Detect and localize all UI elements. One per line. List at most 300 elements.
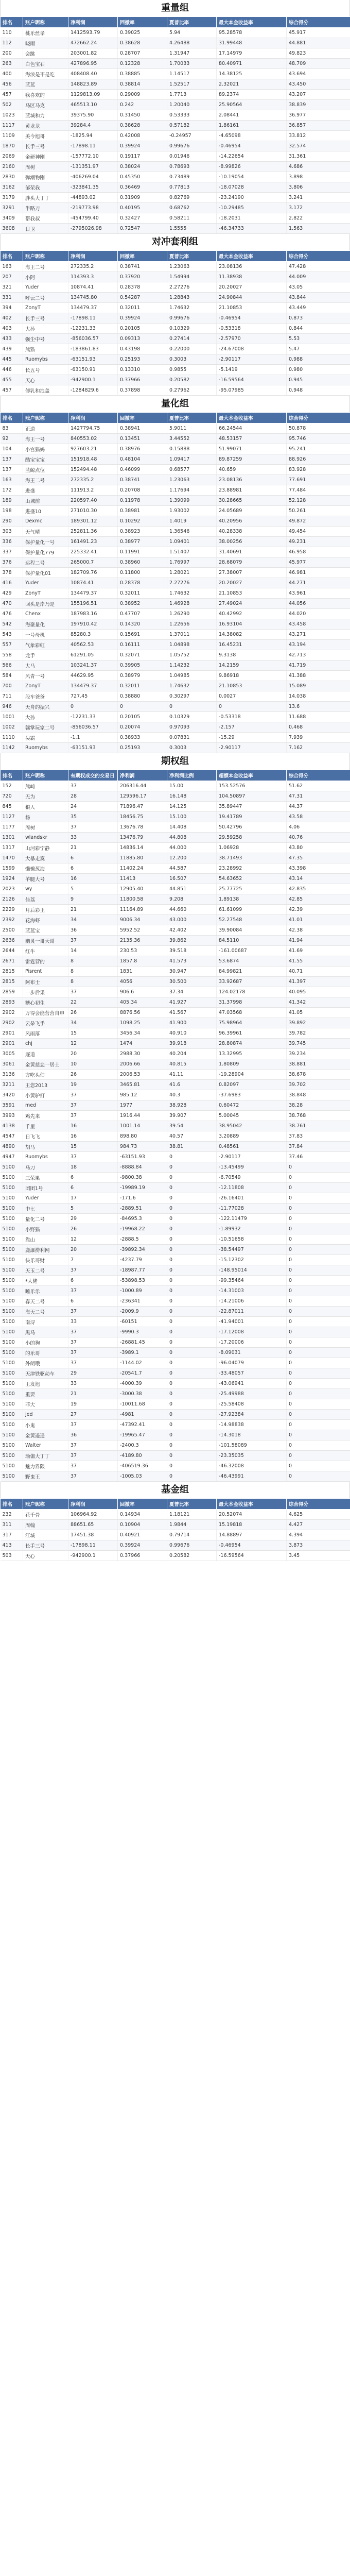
table-cell: 50.42796	[217, 822, 287, 833]
table-cell: 77.484	[287, 485, 350, 496]
table-cell: 王发旭	[23, 1379, 68, 1389]
table-cell: 4.394	[287, 1530, 350, 1540]
ranking-section	[0, 0, 350, 234]
table-cell: 5100	[1, 1399, 23, 1410]
table-cell: 0.07831	[167, 733, 217, 743]
table-row	[1, 1551, 350, 1561]
table-cell: 4890	[1, 1142, 23, 1152]
table-row	[1, 1317, 350, 1327]
table-cell: -157772.10	[68, 151, 118, 162]
table-cell: -131351.97	[68, 162, 118, 172]
table-cell: 1.26290	[167, 609, 217, 619]
table-row	[1, 691, 350, 702]
table-cell: -24.67008	[217, 344, 287, 354]
table-cell: 一号母机	[23, 630, 68, 640]
table-cell: 41.567	[167, 1008, 217, 1018]
table-cell: -14.98838	[217, 1420, 287, 1430]
section-title: 期权组	[0, 753, 350, 770]
table-cell: 小黄驴打	[23, 1090, 68, 1100]
table-cell: 37.34	[167, 987, 217, 997]
table-cell: 12905.40	[118, 884, 167, 894]
section-title: 基金组	[0, 1482, 350, 1498]
table-row	[1, 733, 350, 743]
table-cell: 0.28378	[118, 578, 167, 588]
column-header: 净利润	[68, 413, 118, 423]
table-cell: 2126	[1, 894, 23, 905]
table-cell: 马区马克	[23, 100, 68, 110]
table-cell: 50.878	[287, 423, 350, 434]
table-cell: -0.46954	[217, 141, 287, 151]
table-cell: -37.6983	[217, 1090, 287, 1100]
table-cell: 14.38125	[217, 69, 287, 79]
table-cell: 0.32011	[118, 303, 167, 313]
table-cell: 10	[68, 1059, 118, 1070]
table-cell: 2644	[1, 946, 23, 956]
table-row	[1, 588, 350, 599]
table-cell: 0.99676	[167, 1540, 217, 1551]
table-cell: 408408.40	[68, 69, 118, 79]
table-cell: 方吃头伯	[23, 1070, 68, 1080]
table-cell: 0.38741	[118, 262, 167, 272]
column-header: 最大本金收益率	[217, 413, 287, 423]
table-row	[1, 1276, 350, 1286]
table-cell: 11402.24	[118, 863, 167, 874]
table-row	[1, 1420, 350, 1430]
column-header: 综合得分	[287, 770, 350, 781]
table-cell: 0	[167, 1296, 217, 1307]
table-cell: 山河彩宁静	[23, 843, 68, 853]
table-cell: -4237.79	[118, 1255, 167, 1265]
table-cell: 0.25193	[118, 354, 167, 365]
column-header: 有期权成交的交易日	[68, 770, 118, 781]
table-cell: 1109	[1, 131, 23, 141]
table-cell: 0.38977	[118, 537, 167, 547]
table-cell: 456	[1, 79, 23, 90]
table-cell: 1129813.09	[68, 90, 118, 100]
table-row	[1, 465, 350, 475]
table-cell: 3456.34	[118, 1028, 167, 1039]
table-cell: -19965.47	[118, 1430, 167, 1440]
table-cell: 周树	[23, 822, 68, 833]
table-cell: 6	[68, 1276, 118, 1286]
table-cell: 200	[1, 48, 23, 59]
table-row	[1, 324, 350, 334]
column-header: 回撤率	[118, 1499, 167, 1510]
table-cell: wy	[23, 884, 68, 894]
table-cell: 542	[1, 619, 23, 630]
column-header: 超额本金收益率	[217, 770, 287, 781]
table-cell: 32.574	[287, 141, 350, 151]
table-cell: 1001.14	[118, 1121, 167, 1131]
table-cell: Chenx	[23, 609, 68, 619]
table-cell: 5100	[1, 1296, 23, 1307]
table-row	[1, 1510, 350, 1520]
table-cell: 4.427	[287, 1520, 350, 1530]
table-cell: 5100	[1, 1183, 23, 1193]
table-cell: 41.69	[287, 946, 350, 956]
table-cell: 0	[167, 702, 217, 712]
table-cell: 靠山	[23, 1234, 68, 1245]
table-cell: ZonyT	[23, 588, 68, 599]
table-cell: 5100	[1, 1307, 23, 1317]
table-cell: 43.271	[287, 630, 350, 640]
table-cell: 海浪是不是吃	[23, 69, 68, 79]
table-cell: 0.09313	[118, 334, 167, 344]
table-cell: -1.1	[68, 733, 118, 743]
table-cell: 1.74632	[167, 303, 217, 313]
table-cell: -84695.3	[118, 1214, 167, 1224]
table-cell: 蓝蓝宝	[23, 925, 68, 936]
table-row	[1, 100, 350, 110]
table-cell: 15.089	[287, 681, 350, 691]
table-cell: 2023	[1, 884, 23, 894]
table-row	[1, 354, 350, 365]
table-cell: 44.37	[287, 802, 350, 812]
table-cell: 熊猫	[23, 344, 68, 354]
table-cell: 34	[68, 915, 118, 925]
table-row	[1, 1389, 350, 1399]
table-cell: -5.1419	[217, 365, 287, 375]
table-cell: 41.342	[287, 997, 350, 1008]
ranking-table	[0, 16, 350, 234]
table-cell: 38.761	[287, 1121, 350, 1131]
table-row	[1, 90, 350, 100]
table-cell: 风雨落	[23, 1028, 68, 1039]
table-cell: chj	[23, 1039, 68, 1049]
table-cell: 0.15888	[167, 444, 217, 454]
table-cell: 魅力界限	[23, 1461, 68, 1471]
table-row	[1, 1296, 350, 1307]
table-row	[1, 1018, 350, 1028]
table-cell: 0.39924	[118, 313, 167, 324]
table-cell: -25.49988	[217, 1389, 287, 1399]
table-cell: 182709.76	[68, 568, 118, 578]
table-cell: 17.14979	[217, 48, 287, 59]
table-cell: 5.00045	[217, 1111, 287, 1121]
table-cell: Dexmc	[23, 516, 68, 527]
table-cell: -161.00687	[217, 946, 287, 956]
table-cell: -2.90117	[217, 354, 287, 365]
table-cell: 37	[68, 822, 118, 833]
table-cell: 3465.81	[118, 1080, 167, 1090]
table-cell: 0.10329	[167, 324, 217, 334]
table-cell: 2.822	[287, 213, 350, 224]
table-cell: 胖头大丁丁	[23, 193, 68, 203]
table-cell: 2901	[1, 1028, 23, 1039]
table-row	[1, 537, 350, 547]
table-cell: -46.34733	[217, 224, 287, 234]
table-row	[1, 884, 350, 894]
table-cell: 16	[68, 1121, 118, 1131]
table-cell: 三荣果	[23, 1173, 68, 1183]
table-cell: 84.99821	[217, 967, 287, 977]
table-cell: 1831	[118, 967, 167, 977]
table-cell: 0.20074	[118, 722, 167, 733]
table-cell: 海聚量化	[23, 619, 68, 630]
table-cell: 41.55	[287, 956, 350, 967]
table-row	[1, 863, 350, 874]
table-cell: 77.691	[287, 475, 350, 485]
table-cell: 331	[1, 293, 23, 303]
table-cell: -6.70549	[217, 1173, 287, 1183]
table-cell: 金黄慈悲一居士	[23, 1059, 68, 1070]
table-cell: 21	[68, 843, 118, 853]
table-cell: -14.21006	[217, 1296, 287, 1307]
table-cell: -63151.93	[68, 743, 118, 753]
table-cell: 2671	[1, 956, 23, 967]
table-cell: 36.857	[287, 121, 350, 131]
table-cell: 海王二号	[23, 475, 68, 485]
table-cell: 38.928	[167, 1100, 217, 1111]
table-cell: 263	[1, 59, 23, 69]
table-cell: 37	[68, 1327, 118, 1337]
table-row	[1, 1152, 350, 1162]
table-cell: -27.92384	[217, 1410, 287, 1420]
table-cell: 37	[68, 1358, 118, 1368]
table-cell: 42.835	[287, 884, 350, 894]
table-cell: 2069	[1, 151, 23, 162]
table-cell: 1427794.75	[68, 423, 118, 434]
table-row	[1, 262, 350, 272]
table-cell: -96.04079	[217, 1358, 287, 1368]
table-cell: 25.90564	[217, 100, 287, 110]
table-cell: 0	[287, 1276, 350, 1286]
table-row	[1, 1337, 350, 1348]
column-header: 排名	[1, 251, 23, 262]
table-cell: 3.45	[287, 1551, 350, 1561]
table-cell: 长手三号	[23, 1540, 68, 1551]
column-header: 净利润	[68, 251, 118, 262]
table-cell: -26.16401	[217, 1193, 287, 1204]
table-cell: 38.768	[287, 1111, 350, 1121]
table-cell: 311	[1, 1520, 23, 1530]
table-cell: 云朵飞手	[23, 1018, 68, 1028]
table-cell: 0	[167, 1224, 217, 1234]
table-row	[1, 434, 350, 444]
table-cell: 6	[68, 1296, 118, 1307]
table-cell: 0.19117	[118, 151, 167, 162]
table-cell: 0.27962	[167, 385, 217, 396]
table-cell: 29	[68, 1368, 118, 1379]
table-cell: 41.01	[287, 915, 350, 925]
table-cell: 3.44552	[167, 434, 217, 444]
table-cell: 20	[68, 1245, 118, 1255]
table-row	[1, 1214, 350, 1224]
table-cell: 0	[167, 1173, 217, 1183]
table-cell: 0.10904	[118, 1520, 167, 1530]
table-row	[1, 1530, 350, 1540]
column-header: 最大本金收益率	[217, 1499, 287, 1510]
table-cell: ZonyT	[23, 303, 68, 313]
table-cell: 13.32995	[217, 1049, 287, 1059]
table-cell: 439	[1, 344, 23, 354]
table-cell: 2815	[1, 977, 23, 987]
table-cell: 5.47	[287, 344, 350, 354]
table-cell: 8	[68, 967, 118, 977]
table-cell: 11800.58	[118, 894, 167, 905]
table-cell: 0	[167, 1245, 217, 1255]
table-cell: 446	[1, 365, 23, 375]
table-cell: 83.928	[287, 465, 350, 475]
table-cell: 16.507	[167, 874, 217, 884]
table-cell: 2229	[1, 905, 23, 915]
table-row	[1, 578, 350, 588]
table-cell: 106964.92	[68, 1510, 118, 1520]
table-cell: Pisrent	[23, 967, 68, 977]
table-cell: -1144.02	[118, 1358, 167, 1368]
table-cell: 逐道	[23, 1049, 68, 1059]
table-cell: 1001	[1, 712, 23, 722]
table-cell: 0	[287, 1440, 350, 1451]
table-cell: 1098.25	[118, 1018, 167, 1028]
column-header: 综合得分	[287, 251, 350, 262]
table-cell: -63151.93	[68, 354, 118, 365]
table-cell: 3162	[1, 182, 23, 193]
table-cell: 37	[68, 1265, 118, 1276]
table-row	[1, 1540, 350, 1551]
table-cell: 0.22000	[167, 344, 217, 354]
table-cell: 39.892	[287, 1018, 350, 1028]
table-cell: 0.13310	[118, 365, 167, 375]
table-row	[1, 640, 350, 650]
table-cell: 0	[167, 1399, 217, 1410]
table-cell: 2902	[1, 1018, 23, 1028]
table-cell: 44.009	[287, 272, 350, 282]
table-cell: 40.71	[287, 967, 350, 977]
table-cell: -17.12008	[217, 1327, 287, 1337]
table-cell: 0	[167, 1204, 217, 1214]
table-cell: 3291	[1, 203, 23, 213]
table-cell: 0.37966	[118, 1551, 167, 1561]
table-cell: 20	[68, 1049, 118, 1059]
table-cell: 江城	[23, 1530, 68, 1540]
table-cell: 0	[167, 1214, 217, 1224]
table-cell: 0.45350	[118, 172, 167, 182]
table-row	[1, 1039, 350, 1049]
table-row	[1, 151, 350, 162]
table-cell: 1916.44	[118, 1111, 167, 1121]
table-cell: 42.85	[287, 894, 350, 905]
table-cell: 9.208	[167, 894, 217, 905]
table-cell: 0	[167, 1337, 217, 1348]
table-cell: 0	[287, 1307, 350, 1317]
table-cell: 24	[68, 802, 118, 812]
table-cell: 2.27276	[167, 282, 217, 293]
table-cell: 134479.37	[68, 681, 118, 691]
table-cell: 1.86161	[217, 121, 287, 131]
column-header: 综合得分	[287, 1499, 350, 1510]
table-cell: 外朗哦	[23, 1358, 68, 1368]
table-cell: 28	[68, 791, 118, 802]
table-row	[1, 1358, 350, 1368]
table-cell: -171.6	[118, 1193, 167, 1204]
table-cell: 0.32427	[118, 213, 167, 224]
table-cell: 39.234	[287, 1049, 350, 1059]
table-cell: 103241.37	[68, 660, 118, 671]
table-cell: -2888.5	[118, 1234, 167, 1245]
table-row	[1, 609, 350, 619]
table-cell: 1.80809	[217, 1059, 287, 1070]
table-cell: 0	[287, 1234, 350, 1245]
table-cell: 0.32071	[118, 650, 167, 660]
table-cell: 39.862	[167, 936, 217, 946]
table-cell: 0.20582	[167, 1551, 217, 1561]
table-cell: 1.563	[287, 224, 350, 234]
table-cell: 43.961	[287, 588, 350, 599]
table-cell: 321	[1, 282, 23, 293]
table-cell: 4138	[1, 1121, 23, 1131]
table-row	[1, 1348, 350, 1358]
table-cell: 0.9855	[167, 365, 217, 375]
table-cell: 49.872	[287, 516, 350, 527]
table-cell: 2902	[1, 1008, 23, 1018]
table-cell: 0.13451	[118, 434, 167, 444]
table-cell: 2636	[1, 936, 23, 946]
table-row	[1, 1307, 350, 1317]
table-cell: -9990.3	[118, 1327, 167, 1337]
table-cell: -14.22654	[217, 151, 287, 162]
table-cell: 0.29009	[118, 90, 167, 100]
table-cell: -20541.7	[118, 1368, 167, 1379]
table-cell: 33	[68, 833, 118, 843]
table-cell: 0.20708	[118, 485, 167, 496]
table-cell: 5100	[1, 1234, 23, 1245]
table-row	[1, 475, 350, 485]
table-cell: 0.30297	[167, 691, 217, 702]
table-row	[1, 344, 350, 354]
table-cell: 51.99071	[217, 444, 287, 454]
column-header: 账户昵称	[23, 1499, 68, 1510]
table-cell: 41.927	[167, 997, 217, 1008]
table-cell: 61291.05	[68, 650, 118, 660]
table-cell: 31.37998	[217, 997, 287, 1008]
table-cell: 378	[1, 568, 23, 578]
table-cell: 36	[68, 1430, 118, 1440]
table-cell: 2901	[1, 1039, 23, 1049]
table-cell: 5100	[1, 1451, 23, 1461]
table-cell: -18.2031	[217, 213, 287, 224]
table-cell: 35	[68, 812, 118, 822]
table-cell: 455	[1, 375, 23, 385]
table-cell: 44.056	[287, 599, 350, 609]
table-cell: 0	[167, 1327, 217, 1337]
table-cell: 47.03568	[217, 1008, 287, 1018]
table-cell: 40.57	[167, 1131, 217, 1142]
table-cell: 155196.51	[68, 599, 118, 609]
table-cell: 0.60472	[217, 1100, 287, 1111]
table-cell: 42.402	[167, 925, 217, 936]
table-cell: 段车爸爸	[23, 691, 68, 702]
table-cell: 回头是岸乃是	[23, 599, 68, 609]
column-header: 综合得分	[287, 17, 350, 28]
table-cell: -406269.04	[68, 172, 118, 182]
table-cell: 427896.95	[68, 59, 118, 69]
table-row	[1, 946, 350, 956]
table-cell: 强尘中号	[23, 334, 68, 344]
table-cell: 9006.34	[118, 915, 167, 925]
table-cell: 1317	[1, 843, 23, 853]
ranking-section	[0, 234, 350, 396]
table-cell: 5952.52	[118, 925, 167, 936]
table-cell: 0.20582	[167, 375, 217, 385]
table-cell: 0.844	[287, 324, 350, 334]
table-cell: 0	[167, 1440, 217, 1451]
table-cell: 21	[68, 1389, 118, 1399]
table-cell: 337	[1, 547, 23, 557]
table-row	[1, 1430, 350, 1440]
table-row	[1, 1520, 350, 1530]
table-cell: -2400.3	[118, 1440, 167, 1451]
